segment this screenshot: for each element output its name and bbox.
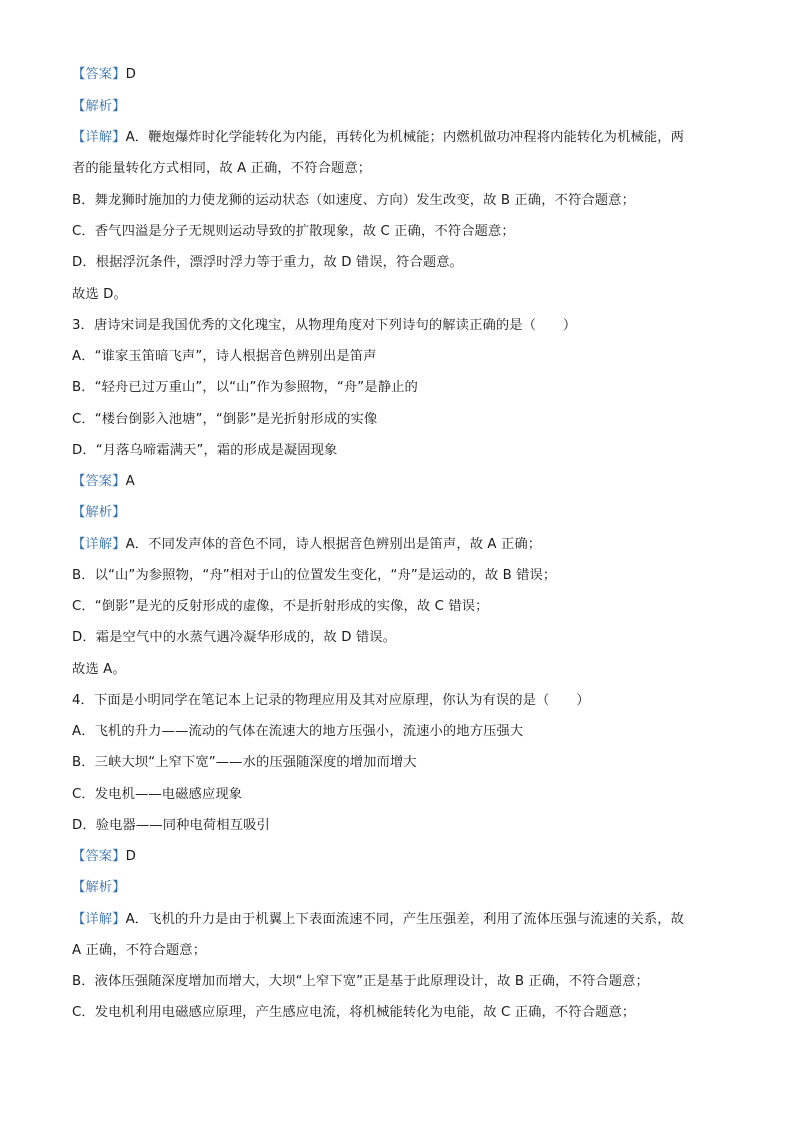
answer-value: D xyxy=(125,67,136,82)
detail-c: C．“倒影”是光的反射形成的虚像，不是折射形成的实像，故 C 错误； xyxy=(72,599,489,614)
detail-line-continued: 者的能量转化方式相同，故 A 正确，不符合题意； xyxy=(72,161,372,176)
option-c: C．发电机——电磁感应现象 xyxy=(72,787,243,802)
answer-line xyxy=(72,66,722,84)
detail-tag: 【详解】 xyxy=(72,130,126,145)
detail-b: B．舞龙狮时施加的力使龙狮的运动状态（如速度、方向）发生改变，故 B 正确，不符合题意； xyxy=(72,193,635,208)
detail-line xyxy=(72,536,722,554)
detail-d: D．根据浮沉条件，漂浮时浮力等于重力，故 D 错误，符合题意。 xyxy=(72,255,464,270)
analysis-heading xyxy=(72,98,722,116)
answer-tag: 【答案】 xyxy=(72,849,126,864)
option-d: D．验电器——同种电荷相互吸引 xyxy=(72,818,270,833)
detail-d: D．霜是空气中的水蒸气遇冷凝华形成的，故 D 错误。 xyxy=(72,630,397,645)
detail-c: C．发电机利用电磁感应原理，产生感应电流，将机械能转化为电能，故 C 正确，不符合题意； xyxy=(72,1005,636,1020)
analysis-heading xyxy=(72,504,722,522)
question-stem: 3．唐诗宋词是我国优秀的文化瑰宝，从物理角度对下列诗句的解读正确的是（ ） xyxy=(72,318,577,333)
detail-text: A．飞机的升力是由于机翼上下表面流速不同，产生压强差，利用了流体压强与流速的关系，故 xyxy=(125,912,685,927)
analysis-tag: 【解析】 xyxy=(72,505,126,520)
answer-value: A xyxy=(125,474,135,489)
detail-c: C．香气四溢是分子无规则运动导致的扩散现象，故 C 正确，不符合题意； xyxy=(72,224,515,239)
detail-tag: 【详解】 xyxy=(72,912,126,927)
detail-line xyxy=(72,129,722,147)
option-b: B．“轻舟已过万重山”，以“山”作为参照物，“舟”是静止的 xyxy=(72,380,418,395)
detail-b: B．液体压强随深度增加而增大，大坝“上窄下宽”正是基于此原理设计，故 B 正确，不符合题意； xyxy=(72,974,649,989)
answer-value: D xyxy=(125,849,136,864)
conclusion: 故选 D。 xyxy=(72,287,127,302)
detail-line-continued: A 正确，不符合题意； xyxy=(72,943,207,958)
question-stem: 4．下面是小明同学在笔记本上记录的物理应用及其对应原理，你认为有误的是（ ） xyxy=(72,693,590,708)
option-a: A．飞机的升力——流动的气体在流速大的地方压强小，流速小的地方压强大 xyxy=(72,724,524,739)
analysis-tag: 【解析】 xyxy=(72,99,126,114)
option-c: C．“楼台倒影入池塘”，“倒影”是光折射形成的实像 xyxy=(72,412,378,427)
conclusion: 故选 A。 xyxy=(72,662,126,677)
detail-tag: 【详解】 xyxy=(72,537,126,552)
answer-line xyxy=(72,473,722,491)
detail-b: B．以“山”为参照物，“舟”相对于山的位置发生变化，“舟”是运动的，故 B 错误； xyxy=(72,568,557,583)
answer-line xyxy=(72,848,722,866)
answer-tag: 【答案】 xyxy=(72,67,126,82)
option-b: B．三峡大坝“上窄下宽”——水的压强随深度的增加而增大 xyxy=(72,755,417,770)
analysis-heading xyxy=(72,879,722,897)
detail-line xyxy=(72,911,722,929)
analysis-tag: 【解析】 xyxy=(72,880,126,895)
detail-text: A．不同发声体的音色不同，诗人根据音色辨别出是笛声，故 A 正确； xyxy=(125,537,542,552)
detail-text: A．鞭炮爆炸时化学能转化为内能，再转化为机械能；内燃机做功冲程将内能转化为机械能，两 xyxy=(125,130,685,145)
answer-tag: 【答案】 xyxy=(72,474,126,489)
option-a: A．“谁家玉笛暗飞声”，诗人根据音色辨别出是笛声 xyxy=(72,349,377,364)
option-d: D．“月落乌啼霜满天”，霜的形成是凝固现象 xyxy=(72,443,338,458)
